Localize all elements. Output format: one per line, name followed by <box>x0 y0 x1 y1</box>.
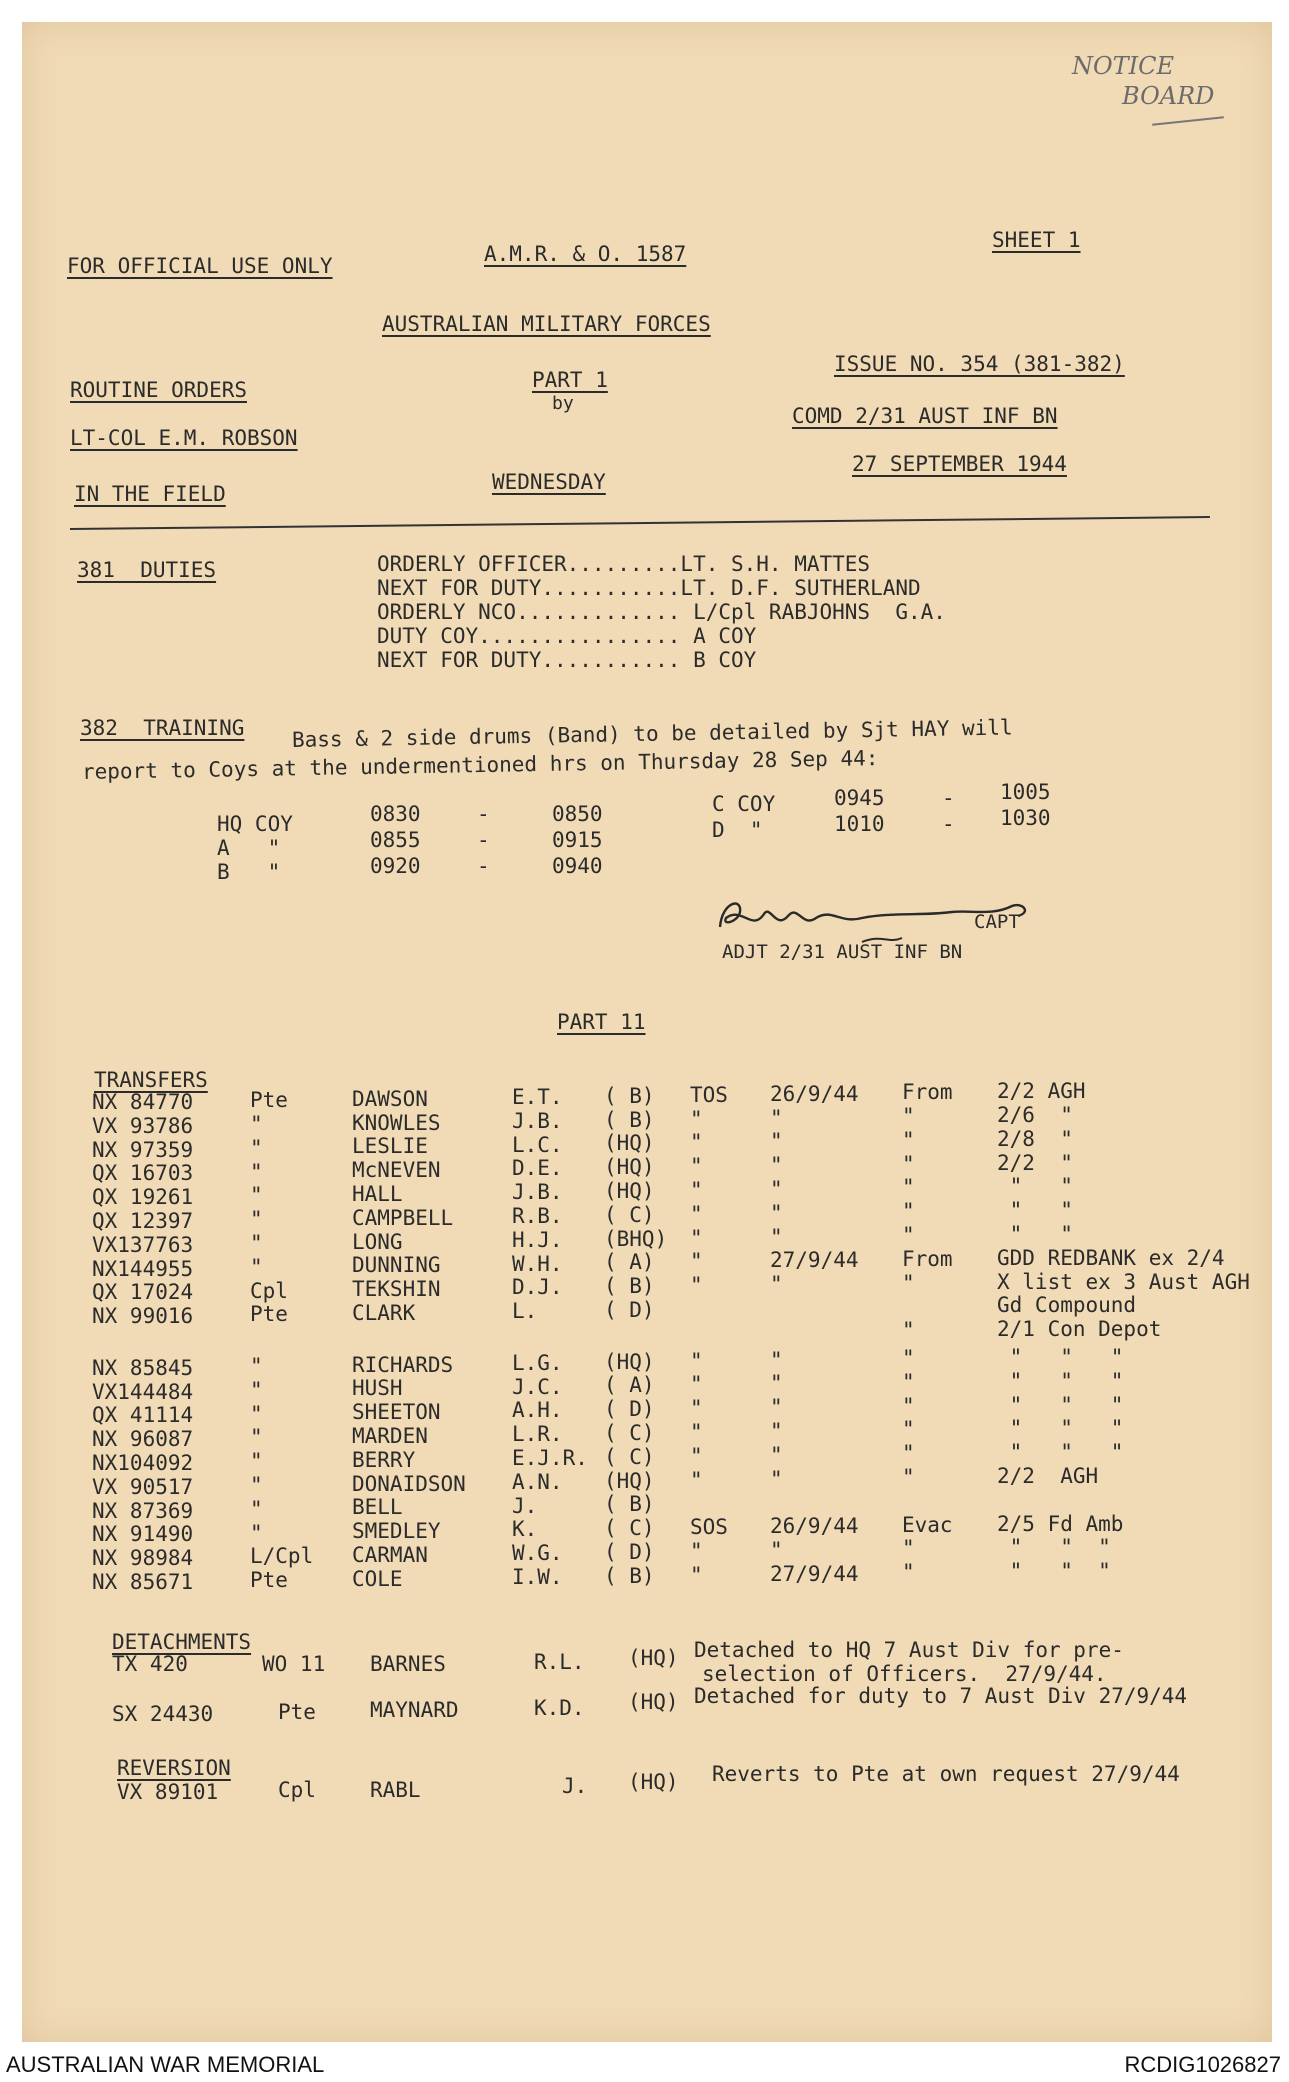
schedule-coy: A " <box>217 836 281 860</box>
schedule-from: 0945 <box>834 786 885 810</box>
transfer-unit: GDD REDBANK ex 2/4 <box>997 1245 1225 1270</box>
transfer-date: 27/9/44 <box>770 1561 859 1586</box>
transfer-unit: Gd Compound <box>997 1293 1137 1318</box>
transfer-source: " <box>902 1560 915 1585</box>
service-number: VX 93786 <box>92 1113 194 1138</box>
transfer-source: " <box>902 1223 915 1248</box>
schedule-dash: - <box>942 786 955 810</box>
transfer-unit: 2/1 Con Depot <box>997 1317 1162 1342</box>
issue-number: ISSUE NO. 354 (381-382) <box>834 352 1125 376</box>
transfer-source: Evac <box>902 1512 953 1537</box>
service-number: NX 98984 <box>92 1546 194 1571</box>
company: ( C) <box>604 1444 655 1469</box>
transfer-unit: " " " <box>997 1392 1124 1417</box>
rank: " <box>250 1353 263 1378</box>
schedule-coy: C COY <box>712 792 776 816</box>
company: ( B) <box>604 1083 655 1108</box>
transfer-date: " <box>770 1466 783 1491</box>
transfer-type: " <box>690 1539 703 1564</box>
rank: " <box>250 1254 263 1279</box>
schedule-to: 0940 <box>552 854 603 878</box>
service-number: VX 90517 <box>92 1474 194 1499</box>
pencil-underline <box>1152 116 1224 126</box>
company: ( B) <box>604 1274 655 1299</box>
transfer-type: " <box>690 1372 703 1397</box>
schedule-to: 0850 <box>552 802 603 826</box>
training-text-line-1: Bass & 2 side drums (Band) to be detailed by Sjt HAY will <box>291 715 1013 752</box>
surname: DONAIDSON <box>352 1471 466 1496</box>
rank: Pte <box>250 1568 288 1593</box>
initials: I.W. <box>512 1564 563 1589</box>
service-number: VX144484 <box>92 1379 194 1404</box>
part-one-label: PART 1 <box>532 368 608 392</box>
service-number: TX 420 <box>112 1652 188 1676</box>
transfer-date: " <box>770 1395 783 1420</box>
initials: E.J.R. <box>512 1445 588 1470</box>
service-number: NX 99016 <box>92 1304 194 1329</box>
header-divider <box>70 516 1210 530</box>
order-date: 27 SEPTEMBER 1944 <box>852 452 1067 476</box>
service-number: NX 96087 <box>92 1427 194 1452</box>
transfer-unit: " " " <box>997 1416 1124 1441</box>
transfer-type: " <box>690 1106 703 1131</box>
company: ( B) <box>604 1492 655 1517</box>
initials: W.H. <box>512 1251 563 1276</box>
transfer-unit: 2/8 " <box>997 1126 1073 1151</box>
transfer-type: SOS <box>690 1515 728 1540</box>
initials: H.J. <box>512 1227 563 1252</box>
schedule-dash: - <box>477 802 490 826</box>
duty-line-next-coy: NEXT FOR DUTY........... B COY <box>377 648 757 672</box>
schedule-dash: - <box>477 828 490 852</box>
surname: TEKSHIN <box>352 1277 441 1302</box>
surname: COLE <box>352 1566 403 1591</box>
transfer-date: " <box>770 1224 783 1249</box>
initials: J.B. <box>512 1108 563 1133</box>
transfer-type: " <box>690 1396 703 1421</box>
service-number: VX137763 <box>92 1232 194 1257</box>
transfer-date: " <box>770 1442 783 1467</box>
transfer-source: " <box>902 1393 915 1418</box>
company: (HQ) <box>604 1155 655 1180</box>
archive-credit: AUSTRALIAN WAR MEMORIAL <box>6 2052 325 2077</box>
service-number: QX 17024 <box>92 1280 194 1305</box>
company: ( C) <box>604 1202 655 1227</box>
company: ( D) <box>604 1397 655 1422</box>
schedule-to: 1005 <box>1000 780 1051 804</box>
transfer-date: " <box>770 1200 783 1225</box>
transfer-date: " <box>770 1153 783 1178</box>
initials: K.D. <box>534 1696 585 1720</box>
rank: " <box>250 1401 263 1426</box>
transfer-source: " <box>902 1465 915 1490</box>
initials: R.B. <box>512 1203 563 1228</box>
rank: " <box>250 1207 263 1232</box>
commander-name: LT-COL E.M. ROBSON <box>70 426 298 450</box>
company: ( B) <box>604 1563 655 1588</box>
detachment-text-cont: selection of Officers. 27/9/44. <box>702 1662 1107 1686</box>
service-number: NX 87369 <box>92 1498 194 1523</box>
transfer-unit: 2/2 AGH <box>997 1079 1086 1104</box>
rank: Cpl <box>278 1778 316 1802</box>
schedule-dash: - <box>942 812 955 836</box>
service-number: NX 85671 <box>92 1570 194 1594</box>
company: ( C) <box>604 1516 655 1541</box>
service-number: QX 16703 <box>92 1161 194 1186</box>
service-number: QX 12397 <box>92 1209 194 1233</box>
initials: L.C. <box>512 1132 563 1157</box>
part-two-heading: PART 11 <box>557 1010 646 1034</box>
service-number: NX 97359 <box>92 1137 194 1162</box>
surname: SHEETON <box>352 1400 441 1425</box>
initials: D.E. <box>512 1156 563 1181</box>
transfer-unit: 2/2 AGH <box>997 1463 1099 1488</box>
official-use-label: FOR OFFICIAL USE ONLY <box>67 254 333 278</box>
transfer-date: " <box>770 1419 783 1444</box>
pencil-note-line-2: BOARD <box>1122 82 1215 110</box>
transfer-source: " <box>902 1151 915 1176</box>
rank: Pte <box>250 1302 288 1327</box>
training-heading: 382 TRAINING <box>80 716 245 740</box>
rank: " <box>250 1425 263 1450</box>
surname: LONG <box>352 1229 403 1254</box>
transfer-source: " <box>902 1346 915 1371</box>
by-label: by <box>552 393 574 414</box>
transfer-type: " <box>690 1348 703 1373</box>
transfer-type: " <box>690 1130 703 1155</box>
transfer-unit: " " " <box>997 1368 1124 1393</box>
surname: LESLIE <box>352 1134 428 1159</box>
schedule-to: 1030 <box>1000 806 1051 830</box>
rank: " <box>250 1183 263 1208</box>
company: ( B) <box>604 1107 655 1132</box>
service-number: NX 85845 <box>92 1355 194 1380</box>
rank: Cpl <box>250 1278 288 1303</box>
duty-line-duty-coy: DUTY COY................ A COY <box>377 624 757 648</box>
company: (HQ) <box>628 1646 679 1670</box>
company: ( D) <box>604 1540 655 1565</box>
surname: MARDEN <box>352 1424 428 1449</box>
detachments-heading: DETACHMENTS <box>112 1630 252 1654</box>
surname: RABL <box>370 1778 421 1802</box>
transfer-unit: " " <box>997 1198 1073 1223</box>
schedule-from: 0920 <box>370 854 421 878</box>
command-unit: COMD 2/31 AUST INF BN <box>792 404 1058 428</box>
transfer-source: From <box>902 1080 953 1105</box>
surname: CARMAN <box>352 1543 428 1568</box>
transfer-date: " <box>770 1177 783 1202</box>
service-number: NX 91490 <box>92 1522 194 1547</box>
transfer-unit: 2/6 " <box>997 1102 1073 1127</box>
transfer-source: " <box>902 1318 915 1343</box>
initials: J.B. <box>512 1180 563 1205</box>
transfer-type: " <box>690 1273 703 1298</box>
initials: J.C. <box>512 1374 563 1399</box>
transfer-unit: " " " <box>997 1535 1111 1560</box>
surname: HALL <box>352 1182 403 1207</box>
routine-orders-label: ROUTINE ORDERS <box>70 378 248 402</box>
transfer-date: " <box>770 1272 783 1297</box>
schedule-from: 0830 <box>370 802 421 826</box>
company: ( C) <box>604 1421 655 1446</box>
transfer-unit: " " <box>997 1174 1073 1199</box>
transfer-unit: " " " <box>997 1440 1124 1465</box>
initials: J. <box>562 1774 588 1798</box>
service-number: NX144955 <box>92 1256 194 1281</box>
company: ( A) <box>604 1250 655 1275</box>
company: (HQ) <box>604 1179 655 1204</box>
initials: J. <box>512 1493 538 1518</box>
schedule-coy: B " <box>217 860 281 884</box>
rank: " <box>250 1111 263 1136</box>
transfer-type: " <box>690 1225 703 1250</box>
service-number: QX 19261 <box>92 1185 194 1210</box>
document-page <box>22 22 1272 2042</box>
surname: DAWSON <box>352 1086 428 1111</box>
reversion-heading: REVERSION <box>117 1756 231 1780</box>
duties-heading: 381 DUTIES <box>77 558 217 582</box>
initials: R.L. <box>534 1650 585 1674</box>
transfer-type: TOS <box>690 1082 728 1107</box>
location-label: IN THE FIELD <box>74 482 226 506</box>
surname: MAYNARD <box>370 1698 459 1722</box>
rank: " <box>250 1496 263 1521</box>
rank: WO 11 <box>262 1652 326 1676</box>
day-label: WEDNESDAY <box>492 470 606 494</box>
transfer-source: " <box>902 1417 915 1442</box>
rank: " <box>250 1520 263 1545</box>
transfer-source: " <box>902 1441 915 1466</box>
duty-line-next-for-duty: NEXT FOR DUTY...........LT. D.F. SUTHERLAND <box>377 576 921 600</box>
company: ( A) <box>604 1373 655 1398</box>
transfer-type: " <box>690 1467 703 1492</box>
initials: L.R. <box>512 1422 563 1447</box>
initials: E.T. <box>512 1084 563 1109</box>
company: (HQ) <box>604 1131 655 1156</box>
rank: " <box>250 1449 263 1474</box>
service-number: NX 84770 <box>92 1090 194 1114</box>
transfer-unit: " " <box>997 1221 1073 1246</box>
rank: Pte <box>278 1700 316 1724</box>
initials: A.H. <box>512 1398 563 1423</box>
service-number: VX 89101 <box>117 1780 219 1804</box>
transfer-type: " <box>690 1420 703 1445</box>
transfer-type: " <box>690 1178 703 1203</box>
company: (HQ) <box>628 1690 679 1714</box>
transfer-unit: 2/5 Fd Amb <box>997 1511 1124 1536</box>
surname: BARNES <box>370 1652 446 1676</box>
initials: W.G. <box>512 1541 563 1566</box>
transfer-unit: " " " <box>997 1344 1124 1369</box>
transfer-source: " <box>902 1175 915 1200</box>
surname: CLARK <box>352 1301 416 1326</box>
rank: Pte <box>250 1088 288 1113</box>
company: ( D) <box>604 1298 655 1323</box>
surname: McNEVEN <box>352 1158 441 1183</box>
transfer-source: " <box>902 1270 915 1295</box>
transfer-type: " <box>690 1154 703 1179</box>
surname: DUNNING <box>352 1253 441 1278</box>
transfer-date: " <box>770 1129 783 1154</box>
company: (HQ) <box>604 1468 655 1493</box>
rank: " <box>250 1472 263 1497</box>
detachment-text: Detached for duty to 7 Aust Div 27/9/44 <box>694 1684 1188 1708</box>
transfers-heading: TRANSFERS <box>94 1068 208 1092</box>
duty-line-orderly-officer: ORDERLY OFFICER.........LT. S.H. MATTES <box>377 552 871 576</box>
service-number: NX104092 <box>92 1451 194 1475</box>
adjutant-title: ADJT 2/31 AUST INF BN <box>722 941 963 963</box>
rank: " <box>250 1159 263 1184</box>
initials: K. <box>512 1517 538 1542</box>
transfer-source: " <box>902 1369 915 1394</box>
transfer-date: " <box>770 1538 783 1563</box>
rank: L/Cpl <box>250 1544 314 1569</box>
transfer-source: " <box>902 1199 915 1224</box>
initials: A.N. <box>512 1469 563 1494</box>
transfer-date: " <box>770 1371 783 1396</box>
reversion-text: Reverts to Pte at own request 27/9/44 <box>712 1762 1180 1786</box>
transfer-type: " <box>690 1201 703 1226</box>
schedule-coy: HQ COY <box>217 812 293 836</box>
surname: KNOWLES <box>352 1110 441 1135</box>
initials: L.G. <box>512 1350 563 1375</box>
initials: L. <box>512 1299 538 1324</box>
signature-rank: CAPT <box>974 911 1020 933</box>
rank: " <box>250 1377 263 1402</box>
transfer-unit: " " " <box>997 1559 1111 1584</box>
schedule-from: 0855 <box>370 828 421 852</box>
sheet-number: SHEET 1 <box>992 228 1081 252</box>
surname: BELL <box>352 1495 403 1520</box>
transfer-date: 26/9/44 <box>770 1514 859 1539</box>
archive-reference: RCDIG1026827 <box>1124 2052 1281 2077</box>
forces-title: AUSTRALIAN MILITARY FORCES <box>382 312 711 336</box>
transfer-type: " <box>690 1443 703 1468</box>
transfer-unit: 2/2 " <box>997 1150 1073 1175</box>
transfer-source: " <box>902 1104 915 1129</box>
transfer-date: 27/9/44 <box>770 1248 859 1273</box>
duty-line-orderly-nco: ORDERLY NCO............. L/Cpl RABJOHNS G.A. <box>377 600 946 624</box>
transfer-type: " <box>690 1249 703 1274</box>
surname: BERRY <box>352 1447 416 1472</box>
transfer-date: 26/9/44 <box>770 1081 859 1106</box>
transfer-unit: X list ex 3 Aust AGH <box>997 1269 1250 1294</box>
company: (HQ) <box>604 1349 655 1374</box>
surname: CAMPBELL <box>352 1205 454 1230</box>
initials: D.J. <box>512 1275 563 1300</box>
service-number: SX 24430 <box>112 1702 214 1726</box>
company: (HQ) <box>628 1770 679 1794</box>
pencil-note-line-1: NOTICE <box>1072 52 1175 80</box>
rank: " <box>250 1230 263 1255</box>
training-text-line-2: report to Coys at the undermentioned hrs on Thursday 28 Sep 44: <box>81 746 879 784</box>
transfer-source: " <box>902 1127 915 1152</box>
transfer-source: From <box>902 1246 953 1271</box>
schedule-coy: D " <box>712 818 763 842</box>
surname: RICHARDS <box>352 1352 454 1377</box>
detachment-text: Detached to HQ 7 Aust Div for pre- <box>694 1638 1124 1662</box>
schedule-dash: - <box>477 854 490 878</box>
service-number: QX 41114 <box>92 1403 194 1428</box>
surname: HUSH <box>352 1376 403 1401</box>
rank: " <box>250 1135 263 1160</box>
surname: SMEDLEY <box>352 1519 441 1544</box>
amr-reference: A.M.R. & O. 1587 <box>484 242 687 266</box>
schedule-from: 1010 <box>834 812 885 836</box>
company: (BHQ) <box>604 1226 668 1251</box>
transfer-source: " <box>902 1536 915 1561</box>
transfer-date: " <box>770 1347 783 1372</box>
transfer-date: " <box>770 1105 783 1130</box>
schedule-to: 0915 <box>552 828 603 852</box>
transfer-type: " <box>690 1562 703 1587</box>
